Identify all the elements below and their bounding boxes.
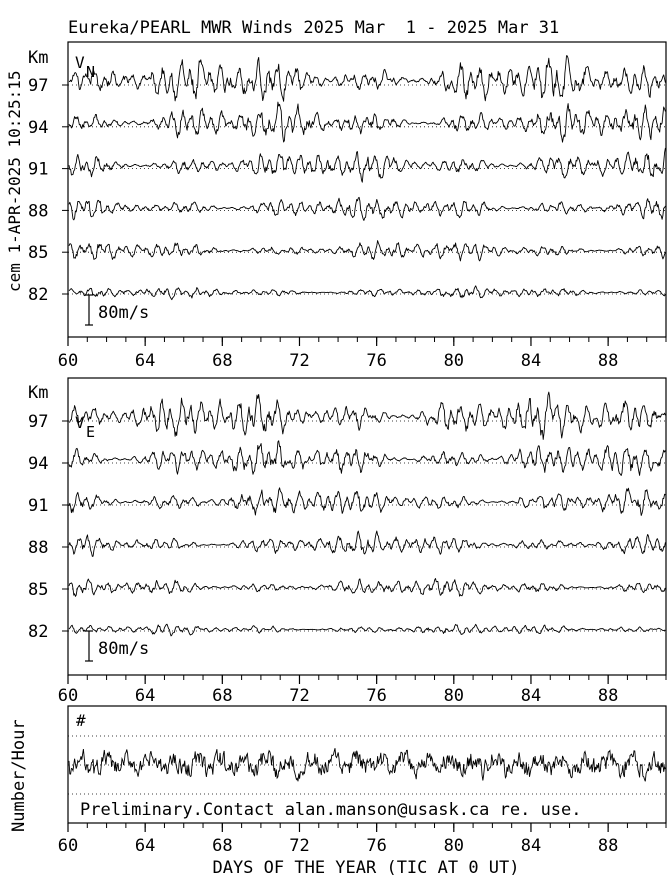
panel-count-x-tick-label: 60 [57, 836, 79, 856]
panel-count-trace [69, 748, 665, 781]
panel-vn-trace-85km [69, 241, 665, 261]
panel-count-x-tick-label: 88 [597, 836, 619, 856]
panel-ve-reference-lines [68, 421, 666, 631]
panel-count-marker: # [76, 711, 86, 730]
panel-ve-altitude-label: 85 [28, 580, 49, 600]
panel-count-x-tick-label: 84 [520, 836, 542, 856]
panel-ve-trace-85km [69, 579, 665, 597]
panel-ve-trace-91km [69, 488, 665, 516]
panel-count-line [69, 748, 665, 781]
panel-ve-x-tick-label: 80 [443, 686, 465, 706]
panel-ve [28, 378, 666, 706]
panel-count-x-tick-label: 68 [212, 836, 233, 856]
panel-ve-altitude-label: 88 [28, 538, 49, 558]
panel-vn-trace-82km [69, 286, 665, 300]
panel-count [9, 706, 666, 877]
panel-vn-unit-label: Km [28, 48, 49, 68]
panel-vn-trace-94km [69, 102, 665, 142]
panel-vn-altitude-label: 85 [28, 243, 49, 264]
panel-vn-trace-91km [69, 148, 665, 182]
panel-ve-altitude-ticks [28, 412, 68, 642]
panel-ve-x-tick-label: 88 [597, 686, 619, 706]
panel-ve-trace-94km [69, 441, 665, 476]
panel-vn-altitude-label: 94 [28, 117, 49, 138]
panel-vn-trace-88km [69, 197, 665, 220]
footer-note: Preliminary.Contact alan.manson@usask.ca re. use. [80, 800, 582, 820]
panel-ve-unit-label: Km [28, 383, 49, 403]
panel-count-x-tick-label: 80 [443, 836, 465, 856]
panel-ve-x-tick-label: 72 [289, 686, 310, 706]
panel-ve-component-subscript: E [86, 423, 96, 441]
panel-ve-altitude-label: 97 [28, 412, 49, 432]
panel-vn [28, 42, 666, 371]
panel-vn-x-tick-label: 72 [289, 351, 310, 371]
panel-vn-x-ticks [58, 337, 666, 371]
panel-vn-scale-label: 80m/s [98, 303, 150, 323]
panel-vn-x-tick-label: 80 [443, 351, 465, 371]
panel-ve-x-tick-label: 68 [212, 686, 233, 706]
panel-vn-x-tick-label: 60 [57, 351, 79, 371]
panel-ve-scale-bar [85, 631, 93, 661]
panel-ve-x-tick-label: 64 [134, 686, 156, 706]
panel-count-x-tick-label: 76 [366, 836, 387, 856]
panel-ve-altitude-label: 82 [28, 622, 49, 642]
panel-count-y-axis-label: Number/Hour [9, 719, 29, 832]
panel-count-x-ticks [58, 823, 666, 856]
panel-vn-x-tick-label: 88 [597, 351, 619, 371]
panel-ve-x-tick-label: 84 [520, 686, 542, 706]
panel-ve-x-tick-label: 76 [366, 686, 387, 706]
x-axis-title: DAYS OF THE YEAR (TIC AT 0 UT) [212, 858, 520, 877]
timestamp-side-label: cem 1-APR-2025 10:25:15 [5, 70, 24, 292]
panel-ve-altitude-label: 94 [28, 454, 49, 474]
panel-vn-scale-bar [85, 295, 93, 325]
panel-ve-component-letter: V [75, 413, 85, 432]
panel-ve-scale-label: 80m/s [98, 639, 150, 659]
panel-ve-trace-82km [69, 624, 665, 636]
panel-vn-x-tick-label: 68 [212, 351, 233, 371]
panel-vn-component-subscript: N [86, 63, 96, 81]
panel-vn-x-tick-label: 84 [520, 351, 542, 371]
panel-vn-altitude-label: 88 [28, 201, 49, 222]
panel-vn-trace-97km [69, 56, 665, 102]
panel-count-x-tick-label: 64 [134, 836, 156, 856]
panel-vn-component-letter: V [75, 53, 85, 72]
panel-count-x-tick-label: 72 [289, 836, 310, 856]
panel-vn-frame [68, 42, 666, 337]
panel-ve-x-tick-label: 60 [57, 686, 79, 706]
panel-ve-altitude-label: 91 [28, 496, 49, 516]
chart-title: Eureka/PEARL MWR Winds 2025 Mar 1 - 2025 Mar 31 [68, 18, 560, 38]
panel-ve-wind-traces [69, 392, 665, 636]
panel-vn-altitude-label: 97 [28, 76, 49, 96]
panel-ve-trace-88km [69, 531, 665, 556]
panel-vn-x-tick-label: 76 [366, 351, 387, 371]
panel-vn-altitude-label: 82 [28, 285, 49, 305]
panel-vn-altitude-label: 91 [28, 159, 49, 180]
panel-vn-x-tick-label: 64 [134, 351, 156, 371]
panel-vn-wind-traces [69, 56, 665, 300]
panel-ve-trace-97km [69, 392, 665, 439]
panel-vn-altitude-ticks [28, 76, 68, 305]
panel-ve-x-ticks [58, 675, 666, 706]
